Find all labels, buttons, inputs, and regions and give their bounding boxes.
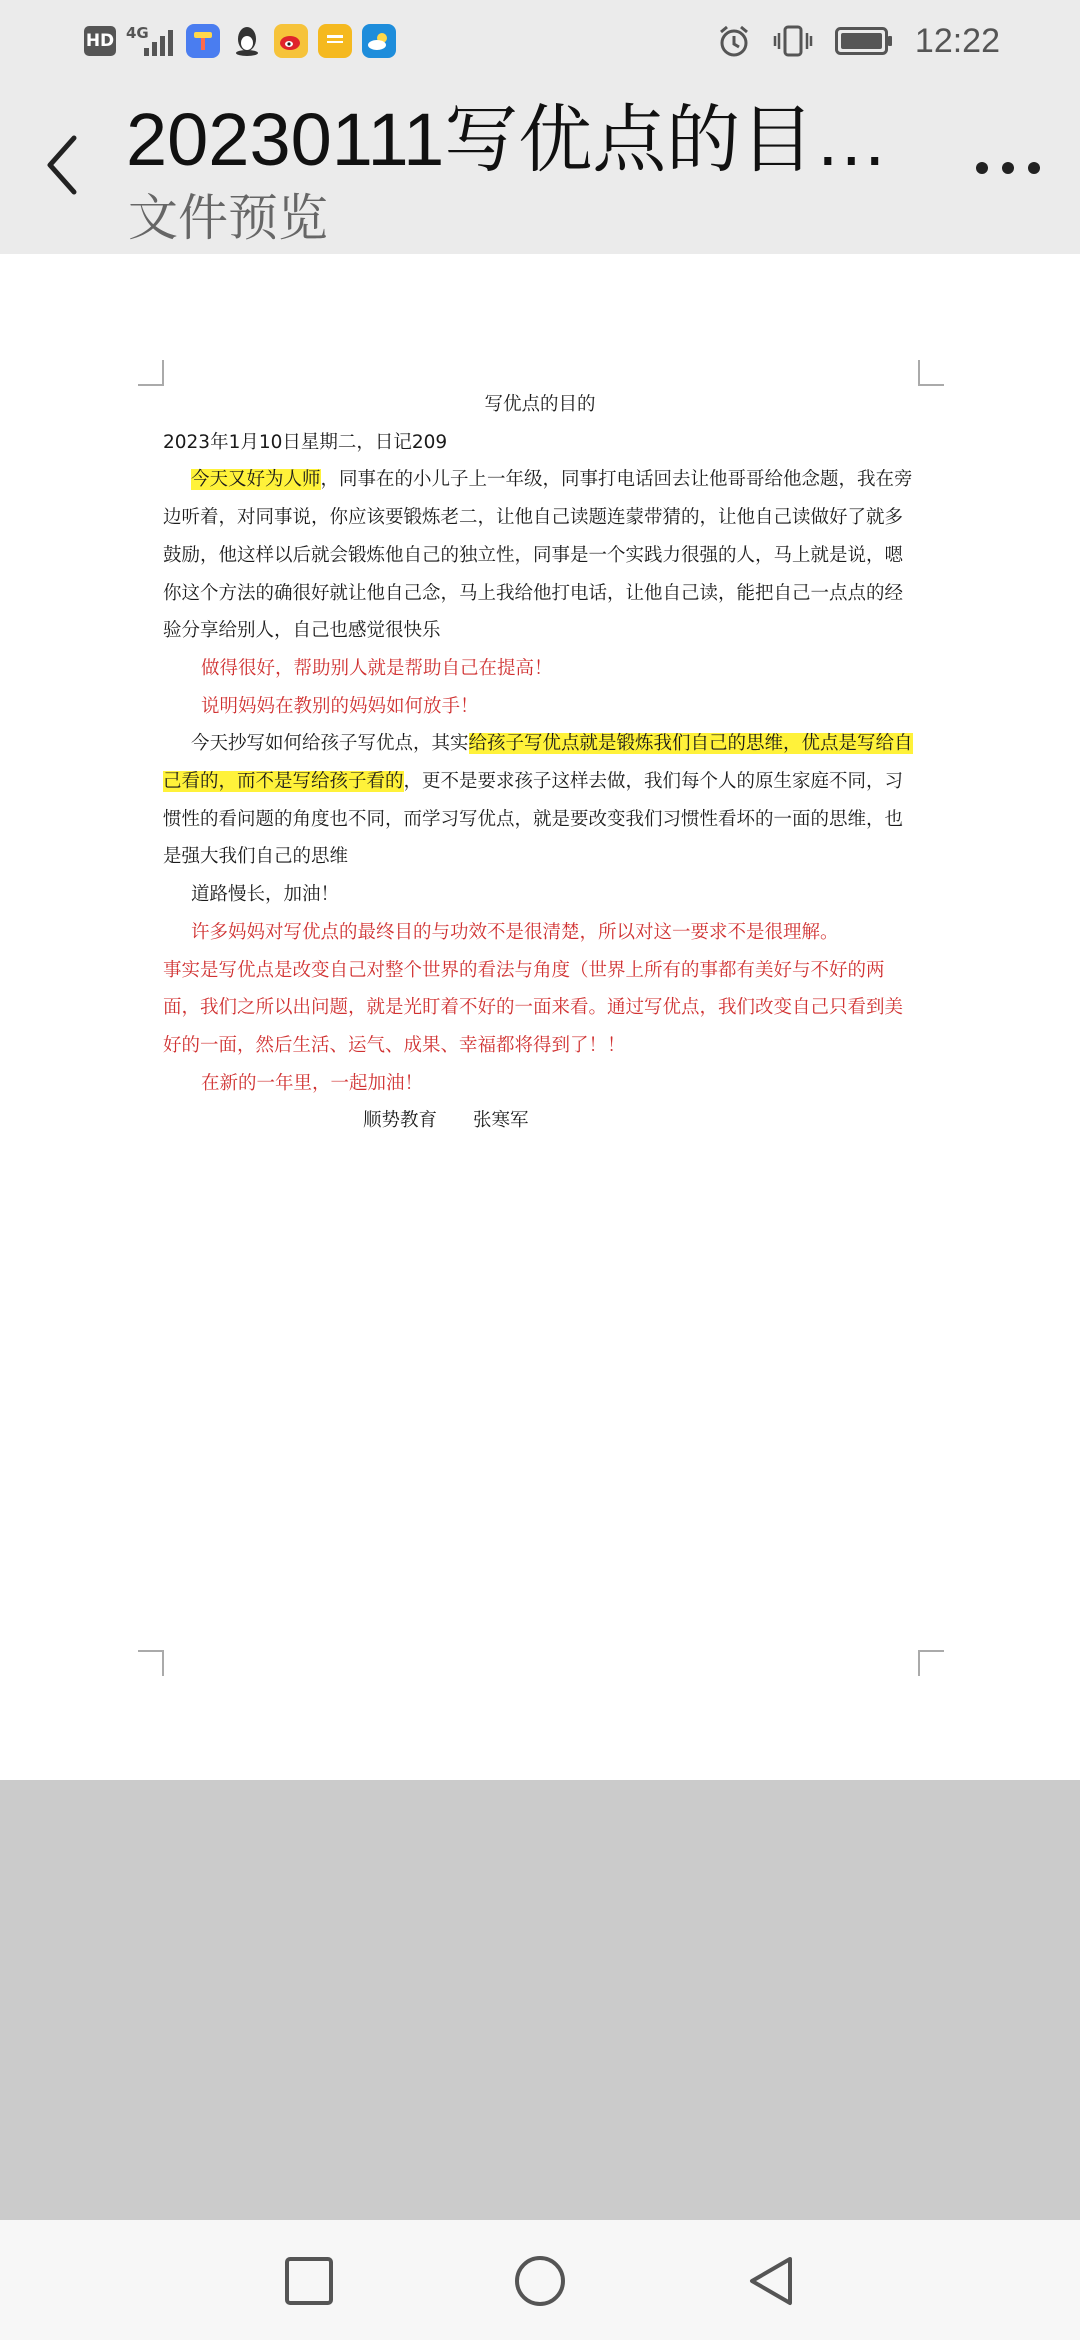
page-corner-mark <box>918 360 944 386</box>
highlight-text: 给孩子写优点就是锻炼我们自己的思维，优点是写给自己看的，而不是写给孩子看的 <box>163 733 913 793</box>
recents-icon[interactable] <box>282 2254 336 2308</box>
paragraph-text: 今天抄写如何给孩子写优点，其实 <box>191 733 469 755</box>
signature-line <box>163 1102 917 1140</box>
vibrate-icon <box>773 24 813 58</box>
document-page <box>0 254 1080 1780</box>
app-tool-icon <box>186 24 220 58</box>
comment-1: 做得很好，帮助别人就是帮助自己在提高！ <box>201 657 553 679</box>
title-bar <box>0 80 1080 254</box>
more-icon[interactable] <box>976 158 1040 178</box>
back-arrow-icon[interactable] <box>40 130 90 200</box>
notes-icon <box>318 24 352 58</box>
qq-icon <box>230 24 264 58</box>
comment-3: 许多妈妈对写优点的最终目的与功效不是很清楚，所以对这一要求不是很理解。 <box>191 921 839 943</box>
alarm-icon <box>717 24 751 58</box>
comment-4: 事实是写优点是改变自己对整个世界的看法与角度（世界上所有的事都有美好与不好的两面，我们之所以出问题，就是光盯着不好的一面来看。通过写优点，我们改变自己只看到美好的一面，然后生活、运气、成果、幸福都将得到了！！ <box>163 959 904 1056</box>
weather-icon <box>362 24 396 58</box>
status-bar <box>0 0 1080 80</box>
page-title: 20230111写优点的目… <box>126 98 889 181</box>
highlight-text: 今天又好为人师 <box>191 469 321 491</box>
date-line: 2023年1月10日星期二，日记209 <box>163 431 448 453</box>
page-corner-mark <box>138 360 164 386</box>
paragraph-text: ，更不是要求孩子这样去做，我们每个人的原生家庭不同，习惯性的看问题的角度也不同，而学习写优点，就是要改变我们习惯性看坏的一面的思维，也是强大我们自己的思维 <box>163 771 904 868</box>
navigation-bar <box>0 2220 1080 2340</box>
signal-icon <box>126 24 176 58</box>
back-nav-icon[interactable] <box>744 2254 798 2308</box>
home-icon[interactable] <box>513 2254 567 2308</box>
paragraph-2 <box>163 725 917 876</box>
paragraph-3: 道路慢长，加油！ <box>191 884 340 906</box>
paragraph-1 <box>163 461 917 650</box>
network-type: 4G <box>126 24 149 42</box>
signature-name: 张寒军 <box>473 1110 529 1132</box>
status-right <box>717 18 1000 64</box>
comment-5: 在新的一年里，一起加油！ <box>201 1072 424 1094</box>
weibo-icon <box>274 24 308 58</box>
page-subtitle: 文件预览 <box>128 189 328 247</box>
page-corner-mark <box>138 1650 164 1676</box>
battery-icon <box>835 27 893 55</box>
document-body <box>163 386 917 1140</box>
hd-icon: HD <box>84 26 116 56</box>
status-left <box>84 20 396 62</box>
clock-time: 12:22 <box>914 21 1000 60</box>
document-title: 写优点的目的 <box>484 394 596 415</box>
page-corner-mark <box>918 1650 944 1676</box>
signature-org: 顺势教育 <box>363 1110 438 1132</box>
paragraph-text: ，同事在的小儿子上一年级，同事打电话回去让他哥哥给他念题，我在旁边听着，对同事说，你应该要锻炼老二，让他自己读题连蒙带猜的，让他自己读做好了就多鼓励，他这样以后就会锻炼他自己的独立性，同事是一个实践力很强的人，马上就是说，嗯你这个方法的确很好就让他自己念，马上我给他打电话，让他自己读，能把自己一点点的经验分享给别人，自己也感觉很快乐 <box>163 469 913 642</box>
comment-2: 说明妈妈在教别的妈妈如何放手！ <box>201 695 479 717</box>
